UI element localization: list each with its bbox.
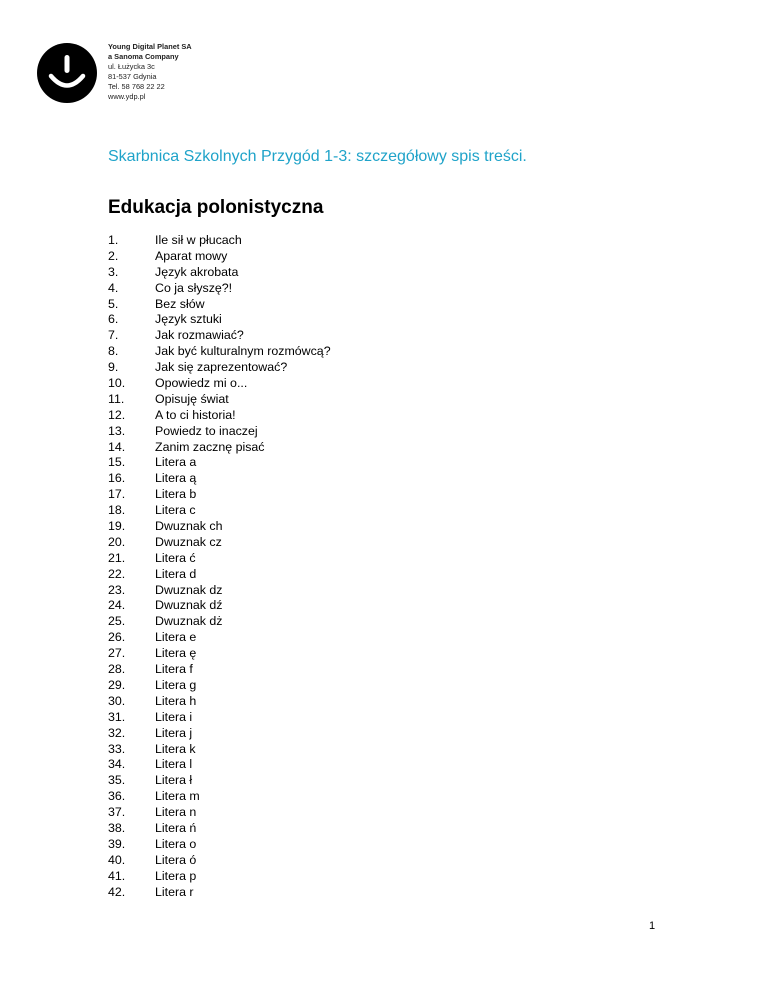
toc-item-number: 42. — [108, 884, 126, 899]
toc-item — [108, 487, 331, 503]
toc-item — [108, 392, 331, 408]
toc-item-number: 25. — [108, 614, 126, 629]
toc-item-number: 29. — [108, 677, 126, 692]
toc-item-title: Dwuznak ch — [155, 519, 223, 534]
section-heading: Edukacja polonistyczna — [108, 197, 324, 218]
toc-item-title: Litera n — [155, 805, 197, 820]
toc-item-title: Dwuznak cz — [155, 534, 222, 549]
toc-item-title: Aparat mowy — [155, 248, 228, 263]
toc-item-title: Litera d — [155, 566, 197, 581]
toc-item — [108, 869, 331, 885]
toc-item-title: Jak się zaprezentować? — [155, 360, 288, 375]
toc-item-title: Litera j — [155, 725, 193, 740]
toc-item — [108, 773, 331, 789]
toc-item-number: 2. — [108, 248, 119, 263]
toc-item-title: Litera g — [155, 677, 197, 692]
company-website: www.ydp.pl — [108, 92, 146, 101]
toc-item-number: 19. — [108, 519, 126, 534]
toc-item-number: 7. — [108, 328, 119, 343]
ydp-smiley-logo-icon — [37, 43, 97, 103]
toc-item — [108, 694, 331, 710]
toc-item-number: 13. — [108, 423, 126, 438]
company-info — [108, 42, 192, 102]
toc-item — [108, 853, 331, 869]
toc-item-number: 5. — [108, 296, 119, 311]
company-phone: Tel. 58 768 22 22 — [108, 82, 165, 91]
toc-item — [108, 281, 331, 297]
toc-item-number: 27. — [108, 646, 126, 661]
toc-item-number: 4. — [108, 280, 119, 295]
toc-item-title: Litera ó — [155, 852, 197, 867]
toc-item — [108, 662, 331, 678]
toc-item-title: Litera e — [155, 630, 197, 645]
document-title: Skarbnica Szkolnych Przygód 1-3: szczegółowy spis treści. — [108, 148, 527, 165]
toc-item-number: 35. — [108, 773, 126, 788]
toc-item-title: Litera a — [155, 455, 197, 470]
toc-item — [108, 535, 331, 551]
toc-item — [108, 821, 331, 837]
toc-item — [108, 742, 331, 758]
toc-item — [108, 519, 331, 535]
toc-item-title: Litera l — [155, 757, 193, 772]
toc-item — [108, 424, 331, 440]
toc-item-title: Język sztuki — [155, 312, 222, 327]
toc-item — [108, 360, 331, 376]
toc-item — [108, 614, 331, 630]
toc-item-number: 24. — [108, 598, 126, 613]
company-name: Young Digital Planet SA — [108, 42, 192, 51]
toc-item — [108, 440, 331, 456]
toc-item — [108, 408, 331, 424]
toc-item-title: Litera p — [155, 868, 197, 883]
toc-item — [108, 630, 331, 646]
toc-item — [108, 312, 331, 328]
toc-item — [108, 455, 331, 471]
toc-item — [108, 646, 331, 662]
toc-item — [108, 328, 331, 344]
toc-item-number: 12. — [108, 407, 126, 422]
toc-item — [108, 710, 331, 726]
toc-item-number: 32. — [108, 725, 126, 740]
toc-item — [108, 837, 331, 853]
toc-item-title: Litera c — [155, 503, 196, 518]
toc-item-title: Dwuznak dź — [155, 598, 223, 613]
toc-item-title: Opowiedz mi o... — [155, 376, 248, 391]
toc-item-number: 40. — [108, 852, 126, 867]
toc-item — [108, 678, 331, 694]
company-address-line2: 81-537 Gdynia — [108, 72, 157, 81]
toc-item-number: 3. — [108, 264, 119, 279]
toc-item — [108, 726, 331, 742]
toc-item-number: 21. — [108, 550, 126, 565]
toc-item-number: 41. — [108, 868, 126, 883]
toc-item — [108, 249, 331, 265]
toc-item-title: Litera m — [155, 789, 200, 804]
toc-item — [108, 265, 331, 281]
toc-item-number: 31. — [108, 709, 126, 724]
toc-item-title: Powiedz to inaczej — [155, 423, 258, 438]
toc-item-title: Co ja słyszę?! — [155, 280, 233, 295]
toc-item-number: 38. — [108, 820, 126, 835]
toc-item-title: A to ci historia! — [155, 407, 236, 422]
toc-item — [108, 885, 331, 901]
toc-item-number: 1. — [108, 233, 119, 247]
page-number: 1 — [649, 920, 656, 932]
toc-item-number: 28. — [108, 662, 126, 677]
company-address-line1: ul. Łużycka 3c — [108, 62, 155, 71]
toc-item-title: Litera ę — [155, 646, 197, 661]
toc-item-title: Jak być kulturalnym rozmówcą? — [155, 344, 331, 359]
toc-item-title: Opisuję świat — [155, 391, 229, 406]
toc-item-number: 30. — [108, 693, 126, 708]
toc-item-number: 14. — [108, 439, 126, 454]
toc-item — [108, 598, 331, 614]
toc-item-title: Litera h — [155, 693, 197, 708]
toc-item-number: 34. — [108, 757, 126, 772]
toc-item-title: Jak rozmawiać? — [155, 328, 244, 343]
toc-item — [108, 551, 331, 567]
toc-item-title: Litera ł — [155, 773, 193, 788]
toc-item-title: Litera ń — [155, 820, 197, 835]
table-of-contents — [108, 233, 331, 900]
toc-item — [108, 376, 331, 392]
toc-item — [108, 344, 331, 360]
toc-item-title: Ile sił w płucach — [155, 233, 242, 247]
toc-item-title: Litera b — [155, 487, 197, 502]
toc-item-number: 6. — [108, 312, 119, 327]
toc-item-number: 8. — [108, 344, 119, 359]
toc-item-title: Litera f — [155, 662, 193, 677]
toc-item-number: 18. — [108, 503, 126, 518]
toc-item-number: 15. — [108, 455, 126, 470]
toc-item-title: Język akrobata — [155, 264, 239, 279]
toc-item-title: Litera o — [155, 836, 197, 851]
toc-item-number: 37. — [108, 805, 126, 820]
toc-item-number: 26. — [108, 630, 126, 645]
toc-item — [108, 233, 331, 249]
toc-item — [108, 471, 331, 487]
toc-item-number: 17. — [108, 487, 126, 502]
toc-item — [108, 757, 331, 773]
toc-item-title: Litera ć — [155, 550, 196, 565]
company-subtitle: a Sanoma Company — [108, 52, 179, 61]
toc-item-number: 33. — [108, 741, 126, 756]
toc-item-number: 9. — [108, 360, 119, 375]
toc-item-number: 23. — [108, 582, 126, 597]
toc-item-number: 22. — [108, 566, 126, 581]
toc-item-title: Litera ą — [155, 471, 197, 486]
toc-item-title: Dwuznak dz — [155, 582, 223, 597]
toc-item-title: Litera i — [155, 709, 193, 724]
toc-item — [108, 297, 331, 313]
toc-item — [108, 567, 331, 583]
toc-item-title: Zanim zacznę pisać — [155, 439, 265, 454]
toc-item-number: 10. — [108, 376, 126, 391]
toc-item-title: Litera k — [155, 741, 196, 756]
toc-item-title: Dwuznak dż — [155, 614, 223, 629]
toc-item-number: 11. — [108, 391, 125, 406]
toc-item — [108, 789, 331, 805]
toc-item — [108, 503, 331, 519]
toc-item — [108, 805, 331, 821]
toc-item-number: 36. — [108, 789, 126, 804]
toc-item-number: 39. — [108, 836, 126, 851]
toc-item-number: 16. — [108, 471, 126, 486]
toc-item-title: Bez słów — [155, 296, 205, 311]
toc-item-number: 20. — [108, 534, 126, 549]
toc-item-title: Litera r — [155, 884, 194, 899]
toc-item — [108, 583, 331, 599]
